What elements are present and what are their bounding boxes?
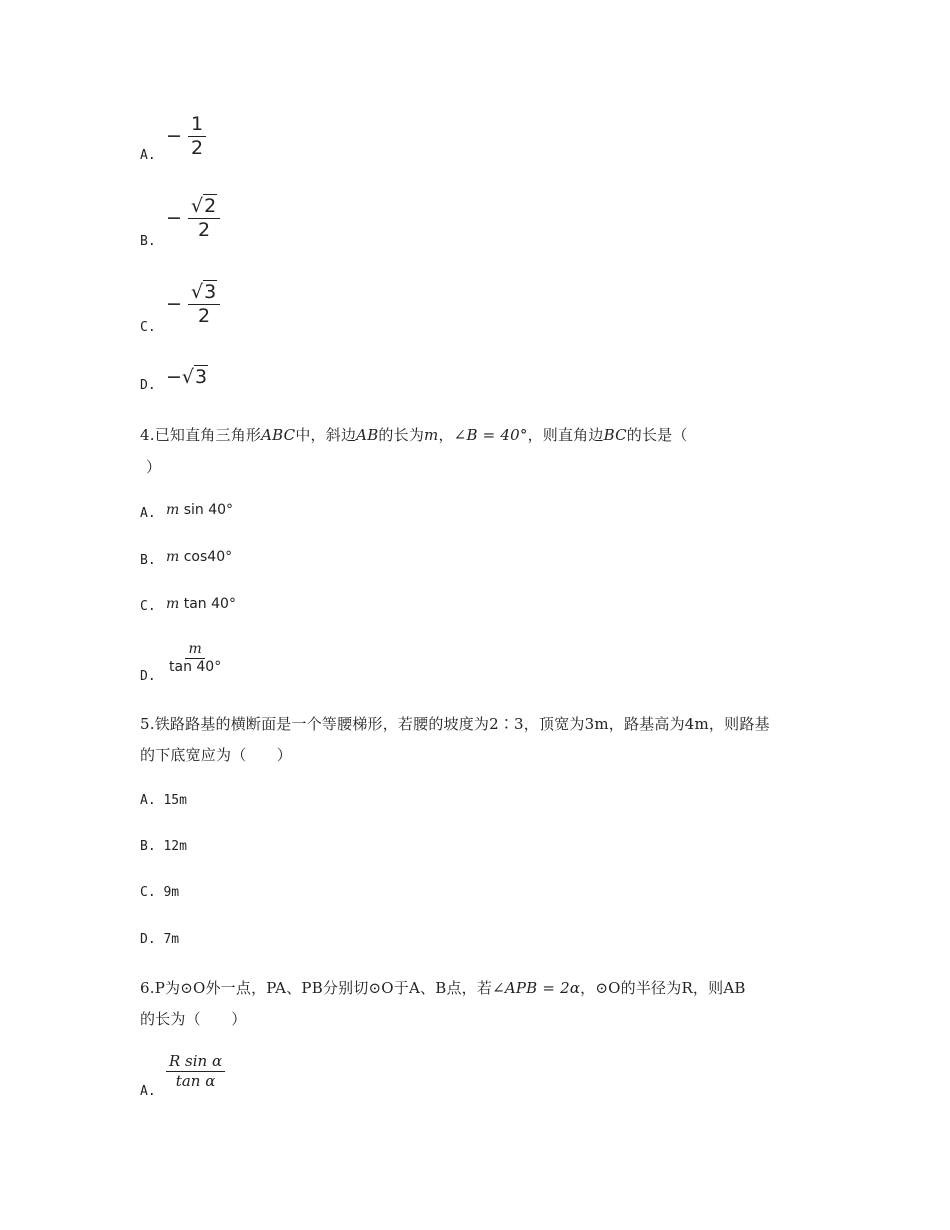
coefficient: m bbox=[166, 596, 180, 612]
q4-stem-line1 bbox=[140, 424, 688, 445]
option-value: 15m bbox=[163, 793, 187, 808]
q5-option-d bbox=[140, 932, 179, 947]
angle-condition: ∠APB = 2α bbox=[492, 979, 581, 997]
option-value: 12m bbox=[163, 839, 187, 854]
q4-text: 4.已知直角三角形 bbox=[140, 426, 262, 444]
coefficient: m bbox=[166, 502, 180, 518]
radicand: 3 bbox=[204, 281, 217, 303]
q3-option-c-label: C. bbox=[140, 320, 156, 335]
q3-option-d-label: D. bbox=[140, 378, 156, 393]
option-label: B. bbox=[140, 839, 156, 854]
q3-option-b-formula bbox=[166, 196, 220, 241]
q6-text: ，⊙O的半径为R，则AB bbox=[580, 979, 746, 997]
q6-option-a-formula bbox=[166, 1053, 225, 1089]
minus-sign: − bbox=[166, 292, 182, 315]
q4-text: ， bbox=[438, 426, 454, 444]
fraction bbox=[188, 282, 220, 327]
q5-option-c bbox=[140, 885, 179, 900]
trig-expression: tan 40° bbox=[183, 596, 236, 612]
q4-text: 的长为 bbox=[378, 426, 425, 444]
q4-text: ，则直角边 bbox=[527, 426, 604, 444]
denominator: tan α bbox=[175, 1071, 216, 1090]
radicand: 2 bbox=[204, 195, 217, 217]
q4-option-d-formula bbox=[166, 642, 224, 676]
option-value: 7m bbox=[163, 932, 180, 947]
q4-text: 中，斜边 bbox=[295, 426, 357, 444]
numerator: 1 bbox=[188, 114, 206, 137]
q5-stem-line1: 5.铁路路基的横断面是一个等腰梯形，若腰的坡度为2∶3，顶宽为3m，路基高为4m，则路基 bbox=[140, 715, 770, 733]
minus-sign: − bbox=[166, 206, 182, 229]
leg-name: BC bbox=[603, 426, 627, 444]
q6-stem-line2: 的长为（ ） bbox=[140, 1010, 247, 1028]
numerator: m bbox=[185, 642, 204, 659]
sqrt-symbol: √ bbox=[190, 195, 204, 217]
trig-expression: cos40° bbox=[183, 549, 233, 565]
angle-condition: ∠B = 40° bbox=[453, 426, 528, 444]
hypotenuse-name: AB bbox=[356, 426, 379, 444]
option-value: 9m bbox=[163, 885, 180, 900]
q3-option-d-formula bbox=[166, 366, 208, 388]
fraction bbox=[166, 1053, 225, 1089]
fraction bbox=[188, 196, 220, 241]
q3-option-a-formula bbox=[166, 114, 206, 159]
q4-option-d-label: D. bbox=[140, 669, 156, 684]
denominator: 2 bbox=[198, 218, 211, 241]
q4-option-b-formula bbox=[166, 549, 232, 565]
denominator: 2 bbox=[190, 136, 204, 159]
fraction bbox=[188, 114, 206, 159]
option-label: D. bbox=[140, 932, 156, 947]
denominator: 2 bbox=[198, 304, 211, 327]
option-label: A. bbox=[140, 793, 156, 808]
fraction bbox=[166, 642, 224, 676]
q6-text: 6.P为⊙O外一点，PA、PB分别切⊙O于A、B点，若 bbox=[140, 979, 493, 997]
numerator bbox=[188, 282, 220, 305]
q4-option-c-label: C. bbox=[140, 599, 156, 614]
minus-sign: − bbox=[166, 124, 182, 147]
minus-sign: − bbox=[166, 366, 182, 388]
q4-option-a-formula bbox=[166, 502, 233, 518]
q4-text: 的长是（ bbox=[626, 426, 688, 444]
q3-option-c-formula bbox=[166, 282, 220, 327]
option-label: C. bbox=[140, 885, 156, 900]
trig-expression: sin 40° bbox=[183, 502, 234, 518]
numerator: R sin α bbox=[166, 1053, 225, 1072]
q6-stem-line1 bbox=[140, 977, 746, 998]
radicand: 3 bbox=[195, 366, 208, 388]
sqrt-symbol: √ bbox=[190, 281, 204, 303]
numerator bbox=[188, 196, 220, 219]
denominator: tan 40° bbox=[169, 659, 222, 676]
length-variable: m bbox=[424, 426, 439, 444]
triangle-name: ABC bbox=[261, 426, 296, 444]
q3-option-a-label: A. bbox=[140, 148, 156, 163]
coefficient: m bbox=[166, 549, 180, 565]
q4-option-b-label: B. bbox=[140, 553, 156, 568]
sqrt-symbol: √ bbox=[181, 366, 195, 388]
q3-option-b-label: B. bbox=[140, 234, 156, 249]
q4-option-a-label: A. bbox=[140, 506, 156, 521]
q4-option-c-formula bbox=[166, 596, 236, 612]
q4-stem-line2: ） bbox=[146, 458, 162, 476]
q5-stem-line2: 的下底宽应为（ ） bbox=[140, 746, 293, 764]
q6-option-a-label: A. bbox=[140, 1084, 156, 1099]
q5-option-b bbox=[140, 839, 187, 854]
q5-option-a bbox=[140, 793, 187, 808]
